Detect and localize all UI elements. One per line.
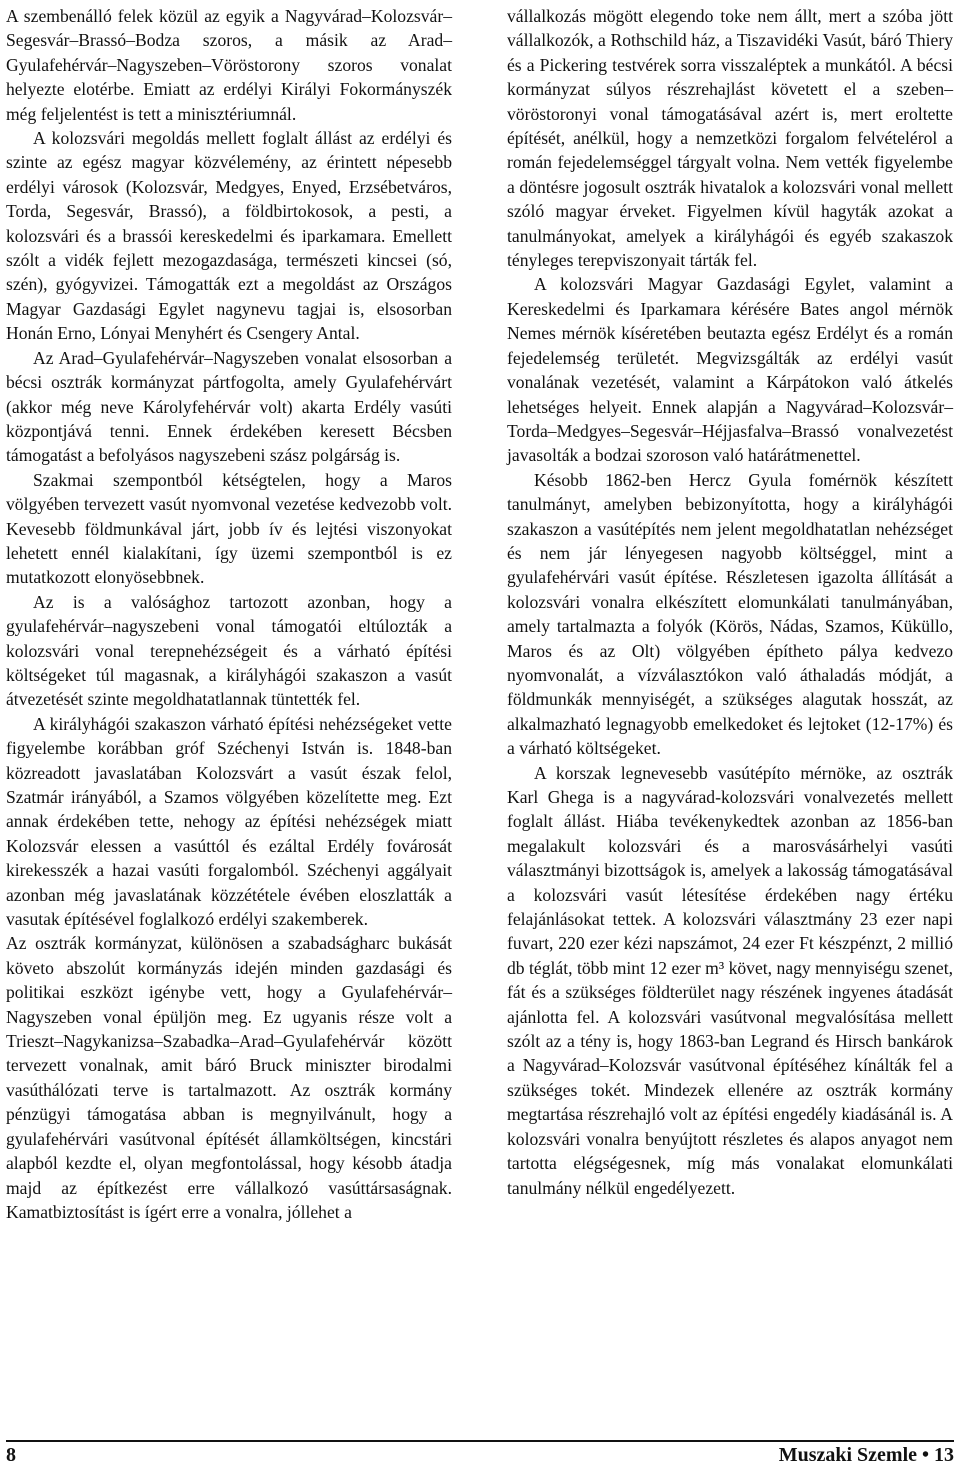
page-number: 8 xyxy=(6,1444,16,1466)
paragraph: Az Arad–Gyulafehérvár–Nagyszeben vonalat elsosorban a bécsi osztrák kormányzat pártfogolta, amely Gyulafehérvárt (akkor még neve Károlyfehérvár volt) akarta Erdély vasúti központjává tenni. Ennek érdekében keresett Bécsben támogatást a befolyásos nagyszebeni szász polgárság is. xyxy=(6,347,452,466)
left-text-column xyxy=(6,4,452,1224)
paragraph: Késobb 1862-ben Hercz Gyula fomérnök készített tanulmányt, amelyben bebizonyította, hogy a királyhágói szakaszon a vasútépítés nem jelent megoldhatatlan nehézséget és nem jár lényegesen nagyobb költséggel, mint a gyulafehérvári vasút építése. Részletesen igazolta állítását a kolozsvári vonalra elkészített elomunkálati tanulmányában, amely tartalmazta a folyók (Körös, Nádas, Szamos, Küküllo, Maros és az Olt) völgyében építheto pálya kedvezo nyomvonalát, a vízválasztókon való áthaladás módját, a földmunkák mennyiségét, a szükséges alagutak hosszát, az alkalmazható legnagyobb emelkedoket és lejtoket (12-17%) és a várható költségeket. xyxy=(507,469,953,759)
paragraph: Szakmai szempontból kétségtelen, hogy a Maros völgyében tervezett vasút nyomvonal vezetése kedvezobb volt. Kevesebb földmunkával járt, jobb ív és lejtési viszonyokat lehetett ennél kialakítani, így üzemi szempontból is ez mutatkozott elonyösebbnek. xyxy=(6,469,452,588)
right-text-column xyxy=(507,4,953,1200)
paragraph: A kolozsvári megoldás mellett foglalt állást az erdélyi és szinte az egész magyar közvélemény, az érintett népesebb erdélyi városok (Kolozsvár, Medgyes, Enyed, Erzsébetváros, Torda, Segesvár, Brassó), a földbirtokosok, a pesti, a kolozsvári és a brassói kereskedelmi és iparkamara. Emellett szólt a vidék fejlett mezogazdasága, természeti kincsei (só, szén), gyógyvizei. Támogatták ezt a megoldást az Országos Magyar Gazdasági Egylet nagynevu tagjai is, elsosorban Honán Erno, Lónyai Menyhért és Csengery Antal. xyxy=(6,128,452,344)
paragraph: vállalkozás mögött elegendo toke nem állt, mert a szóba jött vállalkozók, a Rothschild ház, a Tiszavidéki Vasút, báró Thiery és a Pickering testvérek sorra visszaléptek a munkától. A bécsi kormányzat súlyos részrehajlást követett el a szeben–vöröstoronyi vonal támogatásával azért is, mert eroltette építését, anélkül, hogy a nemzetközi forgalom felvételérol a román fejedelemséggel tárgyalt volna. Nem vették figyelembe a döntésre jogosult osztrák hivatalok a kolozsvári vonal mellett szóló magyar érveket. Figyelmen kívül hagyták azokat a tanulmányokat, amelyek a királyhágói és egyéb szakaszok tényleges terepviszonyait tárták fel. xyxy=(507,6,953,271)
paragraph: Az is a valósághoz tartozott azonban, hogy a gyulafehérvár–nagyszebeni vonal támogatói eltúlozták a kolozsvári vonal terepnehézségeit és a várható építési költségeket túl magasnak, a királyhágói szakaszon a vasút átvezetését szinte megoldhatatlannak tüntették fel. xyxy=(6,591,452,710)
paragraph: A korszak legnevesebb vasútépíto mérnöke, az osztrák Karl Ghega is a nagyvárad-kolozsvári vonalvezetés mellett foglalt állást. Hiába tevékenykedtek azonban az 1856-ban megalakult kolozsvári és a marosvásárhelyi vasúti választmányi bizottságok is, amelyek a lakosság támogatásával a kolozsvári vasút létesítése érdekében nagy értéku felajánlásokat tettek. A kolozsvári választmány 23 ezer napi fuvart, 220 ezer kézi napszámot, 24 ezer Ft készpénzt, 2 millió db téglát, több mint 12 ezer m³ követ, nagy mennyiségu szenet, fát és a szükséges földterület nagy részének ingyenes átadását ajánlotta fel. A kolozsvári vasútvonal megvalósítása mellett szólt az a tény is, hogy 1863-ban Legrand és Hirsch bankárok a Nagyvárad–Kolozsvár vasútvonal építéséhez kínálták fel a szükséges tokét. Mindezek ellenére az osztrák kormány megtartása részrehajló volt az építési engedély kiadásánál is. A kolozsvári vonalra benyújtott részletes és alapos anyagot nem tartotta elégségesnek, míg más vonalakat elomunkálati tanulmány nélkül engedélyezett. xyxy=(507,762,953,1198)
paragraph: A kolozsvári Magyar Gazdasági Egylet, valamint a Kereskedelmi és Iparkamara kérésére Bates angol mérnök Nemes mérnök kíséretében beutazta egész Erdélyt és a román fejedelemség területét. Megvizsgálták az erdélyi vasút vonalának vezetését, valamint a Kárpátokon való átkelés lehetséges helyeit. Ennek alapján a Nagyvárad–Kolozsvár–Torda–Medgyes–Segesvár–Héjjasfalva–Brassó vonalvezetést javasolták a bodzai szoroson való határátmenettel. xyxy=(507,274,953,466)
page-footer xyxy=(6,1440,954,1466)
paragraph: A királyhágói szakaszon várható építési nehézségeket vette figyelembe korábban gróf Széchenyi István is. 1848-ban közreadott javaslatában Kolozsvárt a vasút észak felol, Szatmár irányából, a Szamos völgyében közelítette meg. Ezt annak érdekében tette, nehogy az építési nehézségek miatt Kolozsvár elessen a vasúttól és ezáltal Erdély fovárosát kirekesszék a hazai vasúti forgalomból. Széchenyi aggályait azonban még javaslatának közzététele évében eloszlatták a vasutak építésével foglalkozó erdélyi szakemberek. xyxy=(6,713,452,930)
journal-footer-label: Muszaki Szemle • 13 xyxy=(778,1444,954,1466)
paragraph: A szembenálló felek közül az egyik a Nagyvárad–Kolozsvár–Segesvár–Brassó–Bodza szoros, a másik az Arad–Gyulafehérvár–Nagyszeben–Vöröstorony szoros vonalat helyezte elotérbe. Emiatt az erdélyi Királyi Fokormányszék még feljelentést is tett a minisztériumnál. xyxy=(6,6,452,124)
paragraph: Az osztrák kormányzat, különösen a szabadságharc bukását követo abszolút kormányzás idején minden gazdasági és politikai eszközt igénybe vett, hogy a Gyulafehérvár–Nagyszeben vonal épüljön meg. Ez ugyanis része volt a Trieszt–Nagykanizsa–Szabadka–Arad–Gyulafehérvár között tervezett vonalnak, amit báró Bruck miniszter birodalmi vasúthálózati terve is tartalmazott. Az osztrák kormány pénzügyi támogatása abban is megnyilvánult, hogy a gyulafehérvári vasútvonal építését államköltségen, kincstári alapból kezdte el, olyan megfontolással, hogy késobb átadja majd az építkezést erre vállalkozó vasúttársaságnak. Kamatbiztosítást is ígért erre a vonalra, jóllehet a xyxy=(6,933,452,1222)
